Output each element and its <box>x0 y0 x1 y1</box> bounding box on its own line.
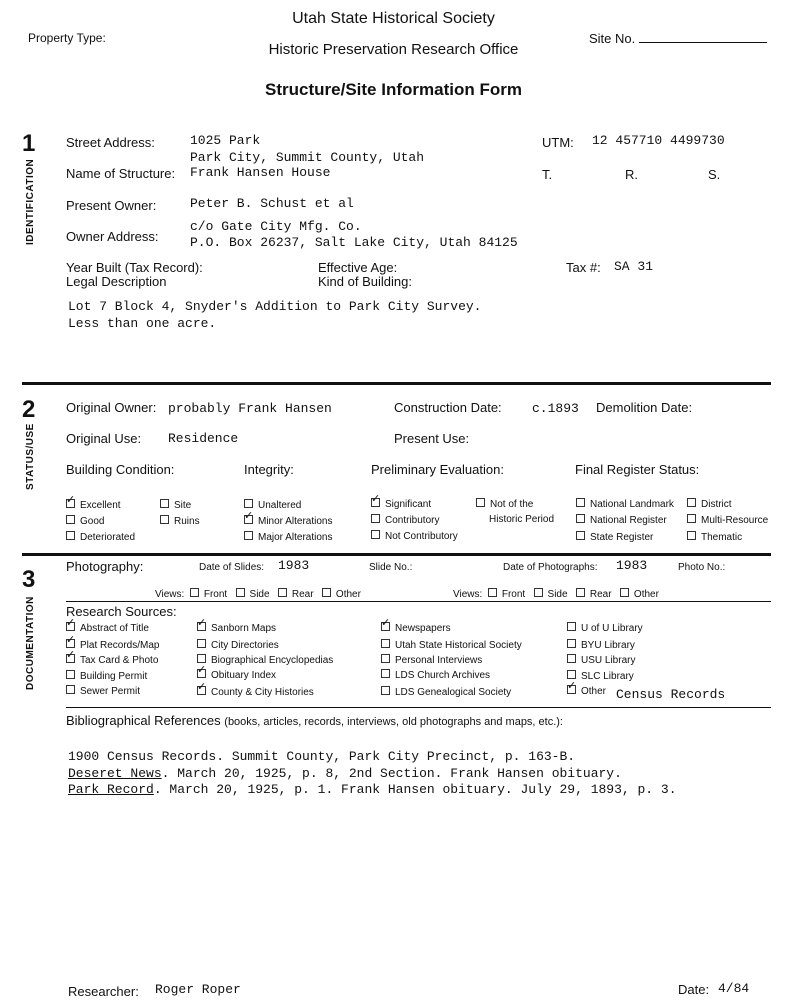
source-plat[interactable]: ✓Plat Records/Map <box>66 639 159 651</box>
photo-view-side-checkbox[interactable] <box>534 588 543 597</box>
present-owner-label: Present Owner: <box>66 198 157 213</box>
prelim-not-historic[interactable]: Not of the <box>476 498 533 510</box>
checkbox[interactable] <box>197 654 206 663</box>
checkbox[interactable] <box>371 530 380 539</box>
prelim-not-contributory[interactable]: Not Contributory <box>371 530 458 542</box>
photography-rule <box>66 601 771 602</box>
date-of-slides-label: Date of Slides: <box>199 562 265 573</box>
section-divider-2 <box>22 553 771 556</box>
utm-value: 12 457710 4499730 <box>592 133 725 148</box>
bibliography-note: (books, articles, records, interviews, old photographs and maps, etc.): <box>224 716 563 728</box>
date-label: Date: <box>678 982 710 997</box>
checkbox-checked[interactable] <box>66 499 75 508</box>
photo-view-other-checkbox[interactable] <box>620 588 629 597</box>
section-2-vertical-label: STATUS/USE <box>25 423 36 490</box>
construction-date-label: Construction Date: <box>394 400 502 415</box>
checkbox[interactable] <box>687 498 696 507</box>
original-use-label: Original Use: <box>66 431 142 446</box>
org-name: Utah State Historical Society <box>292 10 495 27</box>
researcher-value: Roger Roper <box>155 982 241 997</box>
source-newspapers[interactable]: ✓Newspapers <box>381 622 451 634</box>
legal-description-label: Legal Description <box>66 274 167 289</box>
checkbox[interactable] <box>567 670 576 679</box>
section-label: S. <box>708 167 721 182</box>
reference-2-rest: . March 20, 1925, p. 8, 2nd Section. Frank Hansen obituary. <box>161 766 622 781</box>
checkbox[interactable] <box>576 498 585 507</box>
checkbox[interactable] <box>687 531 696 540</box>
source-lds-genealogical[interactable]: LDS Genealogical Society <box>381 686 511 698</box>
checkbox[interactable] <box>576 531 585 540</box>
original-use-value: Residence <box>168 431 239 446</box>
slide-view-front-checkbox[interactable] <box>190 588 199 597</box>
checkbox[interactable] <box>66 531 75 540</box>
final-national-landmark[interactable]: National Landmark <box>576 498 674 510</box>
prelim-contributory[interactable]: Contributory <box>371 514 439 526</box>
year-built-label: Year Built (Tax Record): <box>66 260 203 275</box>
effective-age-label: Effective Age: <box>318 260 398 275</box>
checkbox[interactable] <box>160 499 169 508</box>
section-2-number: 2 <box>22 396 36 423</box>
final-state-register[interactable]: State Register <box>576 531 653 543</box>
source-building-permit[interactable]: Building Permit <box>66 670 147 682</box>
photo-view-front-checkbox[interactable] <box>488 588 497 597</box>
range-label: R. <box>625 167 638 182</box>
checkbox[interactable] <box>160 515 169 524</box>
slide-views: Views: Front Side Rear Other <box>155 589 361 600</box>
final-national-register[interactable]: National Register <box>576 514 667 526</box>
source-ushs[interactable]: Utah State Historical Society <box>381 639 522 651</box>
street-address-label: Street Address: <box>66 135 155 150</box>
final-district[interactable]: District <box>687 498 732 510</box>
checkbox-checked[interactable] <box>381 622 390 631</box>
owner-address-line1: c/o Gate City Mfg. Co. <box>190 219 362 234</box>
checkbox[interactable] <box>381 669 390 678</box>
photo-view-rear-checkbox[interactable] <box>576 588 585 597</box>
township-label: T. <box>542 167 553 182</box>
street-address-line2: Park City, Summit County, Utah <box>190 150 425 165</box>
reference-2-title: Deseret News <box>68 766 162 781</box>
date-of-photographs-label: Date of Photographs: <box>503 562 598 573</box>
section-1-number: 1 <box>22 130 36 157</box>
tax-number-value: SA 31 <box>614 259 654 274</box>
slide-no-label: Slide No.: <box>369 562 413 573</box>
bibliography-heading <box>66 713 563 728</box>
checkbox[interactable] <box>66 685 75 694</box>
checkbox[interactable] <box>66 670 75 679</box>
office-name: Historic Preservation Research Office <box>268 41 519 58</box>
section-3-vertical-label: DOCUMENTATION <box>25 596 36 690</box>
legal-description-line1: Lot 7 Block 4, Snyder's Addition to Park City Survey. <box>68 299 482 314</box>
final-register-status-label: Final Register Status: <box>575 462 700 477</box>
condition-ruins[interactable]: Ruins <box>160 515 200 527</box>
condition-excellent[interactable]: ✓Excellent <box>66 499 121 511</box>
reference-3-title: Park Record <box>68 782 154 797</box>
reference-3 <box>68 782 677 797</box>
checkbox-checked[interactable] <box>371 498 380 507</box>
checkbox[interactable] <box>687 514 696 523</box>
date-of-photographs-value: 1983 <box>616 558 648 573</box>
date-of-slides-value: 1983 <box>278 558 310 573</box>
integrity-major[interactable]: Major Alterations <box>244 531 332 543</box>
slide-view-other-checkbox[interactable] <box>322 588 331 597</box>
site-no-label: Site No. <box>589 31 636 46</box>
checkbox-checked[interactable] <box>197 622 206 631</box>
checkbox[interactable] <box>567 622 576 631</box>
source-county-histories[interactable]: ✓County & City Histories <box>197 686 314 698</box>
source-slc-library[interactable]: SLC Library <box>567 670 634 682</box>
researcher-label: Researcher: <box>68 984 139 999</box>
source-uofu-library[interactable]: U of U Library <box>567 622 643 634</box>
street-address-line1: 1025 Park <box>190 133 261 148</box>
checkbox-checked[interactable] <box>244 515 253 524</box>
section-1-vertical-label: IDENTIFICATION <box>25 158 36 245</box>
section-divider-1 <box>22 382 771 385</box>
source-other-value: Census Records <box>616 687 726 702</box>
checkbox[interactable] <box>381 639 390 648</box>
slide-view-rear-checkbox[interactable] <box>278 588 287 597</box>
property-type-label: Property Type: <box>28 31 106 45</box>
research-rule <box>66 707 771 708</box>
final-multi-resource[interactable]: Multi-Resource <box>687 514 768 526</box>
checkbox-checked[interactable] <box>567 685 576 694</box>
checkbox[interactable] <box>476 498 485 507</box>
original-owner-label: Original Owner: <box>66 400 157 415</box>
source-other[interactable]: ✓Other <box>567 685 606 697</box>
photo-no-label: Photo No.: <box>678 562 726 573</box>
site-no-line <box>639 32 767 43</box>
source-sanborn[interactable]: ✓Sanborn Maps <box>197 622 276 634</box>
source-taxcard[interactable]: ✓Tax Card & Photo <box>66 654 158 666</box>
checkbox[interactable] <box>576 514 585 523</box>
preliminary-evaluation-label: Preliminary Evaluation: <box>371 462 504 477</box>
final-thematic[interactable]: Thematic <box>687 531 742 543</box>
checkbox[interactable] <box>381 654 390 663</box>
present-use-label: Present Use: <box>394 431 470 446</box>
form-title: Structure/Site Information Form <box>265 80 522 99</box>
structure-name-value: Frank Hansen House <box>190 165 331 180</box>
checkbox[interactable] <box>381 686 390 695</box>
photography-label: Photography: <box>66 559 144 574</box>
checkbox[interactable] <box>244 499 253 508</box>
reference-2 <box>68 766 622 781</box>
prelim-significant[interactable]: ✓Significant <box>371 498 431 510</box>
reference-1: 1900 Census Records. Summit County, Park City Precinct, p. 163-B. <box>68 749 576 764</box>
structure-name-label: Name of Structure: <box>66 166 176 181</box>
research-sources-label: Research Sources: <box>66 604 177 619</box>
checkbox[interactable] <box>567 639 576 648</box>
checkbox-checked[interactable] <box>66 639 75 648</box>
condition-site[interactable]: Site <box>160 499 191 511</box>
legal-description-line2: Less than one acre. <box>68 316 217 331</box>
integrity-unaltered[interactable]: Unaltered <box>244 499 301 511</box>
checkbox[interactable] <box>371 514 380 523</box>
source-lds-archives[interactable]: LDS Church Archives <box>381 669 490 681</box>
source-usu-library[interactable]: USU Library <box>567 654 635 666</box>
source-city-directories[interactable]: City Directories <box>197 639 279 651</box>
slide-view-side-checkbox[interactable] <box>236 588 245 597</box>
prelim-not-historic-line2: Historic Period <box>489 514 555 525</box>
site-no-field <box>589 31 767 46</box>
construction-date-value: c.1893 <box>532 401 579 416</box>
checkbox[interactable] <box>66 515 75 524</box>
source-abstract[interactable]: ✓Abstract of Title <box>66 622 149 634</box>
original-owner-value: probably Frank Hansen <box>168 401 332 416</box>
source-sewer-permit[interactable]: Sewer Permit <box>66 685 140 697</box>
building-condition-label: Building Condition: <box>66 462 175 477</box>
checkbox-checked[interactable] <box>197 686 206 695</box>
integrity-label: Integrity: <box>244 462 294 477</box>
utm-label: UTM: <box>542 135 574 150</box>
checkbox-checked[interactable] <box>66 622 75 631</box>
photo-views: Views: Front Side Rear Other <box>453 589 659 600</box>
kind-of-building-label: Kind of Building: <box>318 274 412 289</box>
checkbox[interactable] <box>567 654 576 663</box>
integrity-minor[interactable]: ✓Minor Alterations <box>244 515 332 527</box>
source-obituary-index[interactable]: ✓Obituary Index <box>197 669 276 681</box>
present-owner-value: Peter B. Schust et al <box>190 196 354 211</box>
checkbox[interactable] <box>197 639 206 648</box>
section-3-number: 3 <box>22 566 36 593</box>
source-byu-library[interactable]: BYU Library <box>567 639 635 651</box>
checkbox-checked[interactable] <box>66 654 75 663</box>
checkbox[interactable] <box>244 531 253 540</box>
condition-good[interactable]: Good <box>66 515 104 527</box>
checkbox-checked[interactable] <box>197 669 206 678</box>
owner-address-label: Owner Address: <box>66 229 159 244</box>
date-value: 4/84 <box>718 981 750 996</box>
reference-3-rest: . March 20, 1925, p. 1. Frank Hansen obituary. July 29, 1893, p. 3. <box>153 782 677 797</box>
source-bio-encyclopedias[interactable]: Biographical Encyclopedias <box>197 654 333 666</box>
owner-address-line2: P.O. Box 26237, Salt Lake City, Utah 84125 <box>190 235 518 250</box>
bibliography-label: Bibliographical References <box>66 713 221 728</box>
condition-deteriorated[interactable]: Deteriorated <box>66 531 135 543</box>
demolition-date-label: Demolition Date: <box>596 400 693 415</box>
tax-number-label: Tax #: <box>566 260 601 275</box>
source-interviews[interactable]: Personal Interviews <box>381 654 482 666</box>
